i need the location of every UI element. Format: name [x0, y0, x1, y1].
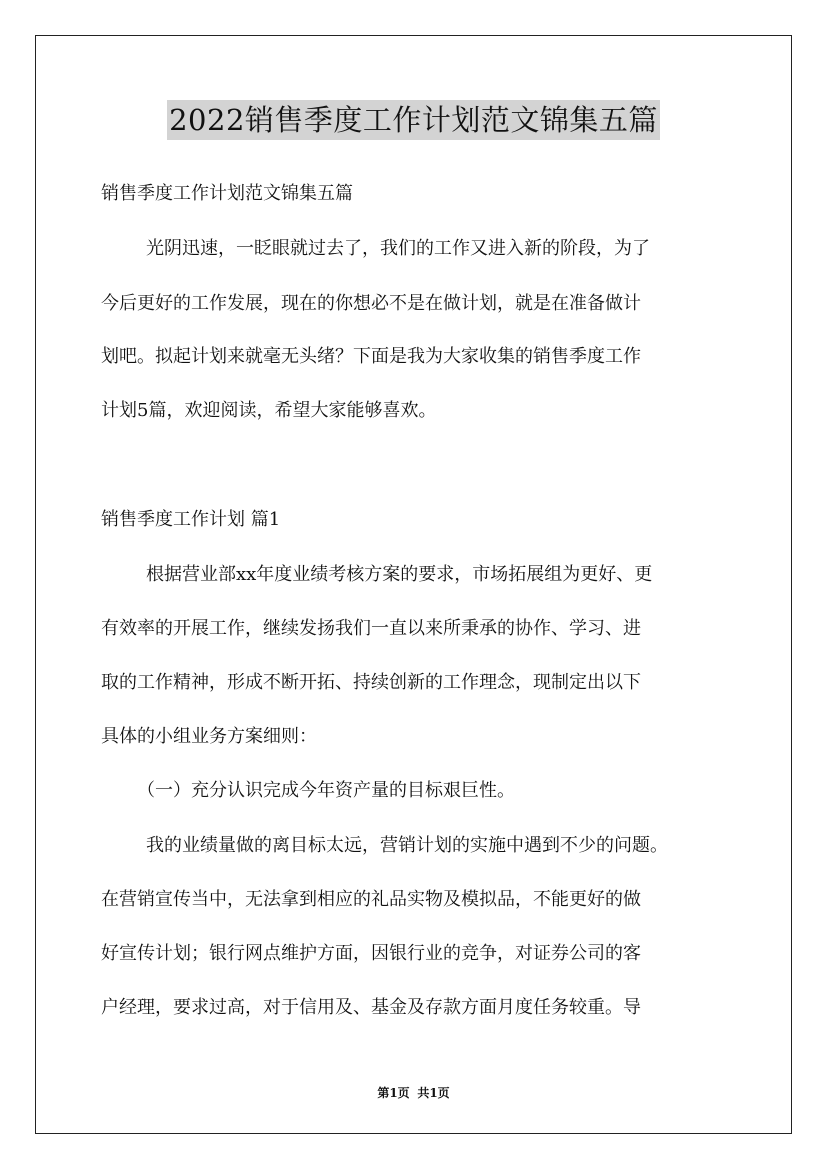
paragraph-line: 根据营业部xx年度业绩考核方案的要求，市场拓展组为更好、更 [146, 564, 653, 585]
title-wrap [0, 100, 827, 140]
document-subtitle: 销售季度工作计划范文锦集五篇 [101, 183, 353, 204]
paragraph-line: 户经理，要求过高，对于信用及、基金及存款方面月度任务较重。导 [101, 997, 641, 1018]
page-total: 共1页 [417, 1086, 450, 1100]
paragraph-line: 取的工作精神，形成不断开拓、持续创新的工作理念，现制定出以下 [101, 672, 641, 693]
page-footer [0, 1085, 827, 1101]
paragraph-line: 我的业绩量做的离目标太远，营销计划的实施中遇到不少的问题。 [146, 835, 668, 856]
paragraph-line: 计划5篇，欢迎阅读，希望大家能够喜欢。 [101, 400, 437, 421]
paragraph-line: 具体的小组业务方案细则： [101, 726, 317, 747]
document-title: 2022销售季度工作计划范文锦集五篇 [167, 100, 660, 140]
paragraph-line: 在营销宣传当中，无法拿到相应的礼品实物及模拟品，不能更好的做 [101, 889, 641, 910]
paragraph-line: 划吧。拟起计划来就毫无头绪？下面是我为大家收集的销售季度工作 [101, 346, 641, 367]
paragraph-line: 有效率的开展工作，继续发扬我们一直以来所秉承的协作、学习、进 [101, 618, 641, 639]
page-number: 第1页 [377, 1086, 410, 1100]
section-heading: 销售季度工作计划 篇1 [101, 509, 281, 530]
paragraph-line: 光阴迅速，一眨眼就过去了，我们的工作又进入新的阶段，为了 [146, 238, 650, 259]
subsection-heading: （一）充分认识完成今年资产量的目标艰巨性。 [137, 780, 515, 801]
paragraph-line: 今后更好的工作发展，现在的你想必不是在做计划，就是在准备做计 [101, 293, 641, 314]
paragraph-line: 好宣传计划；银行网点维护方面，因银行业的竞争，对证券公司的客 [101, 943, 641, 964]
